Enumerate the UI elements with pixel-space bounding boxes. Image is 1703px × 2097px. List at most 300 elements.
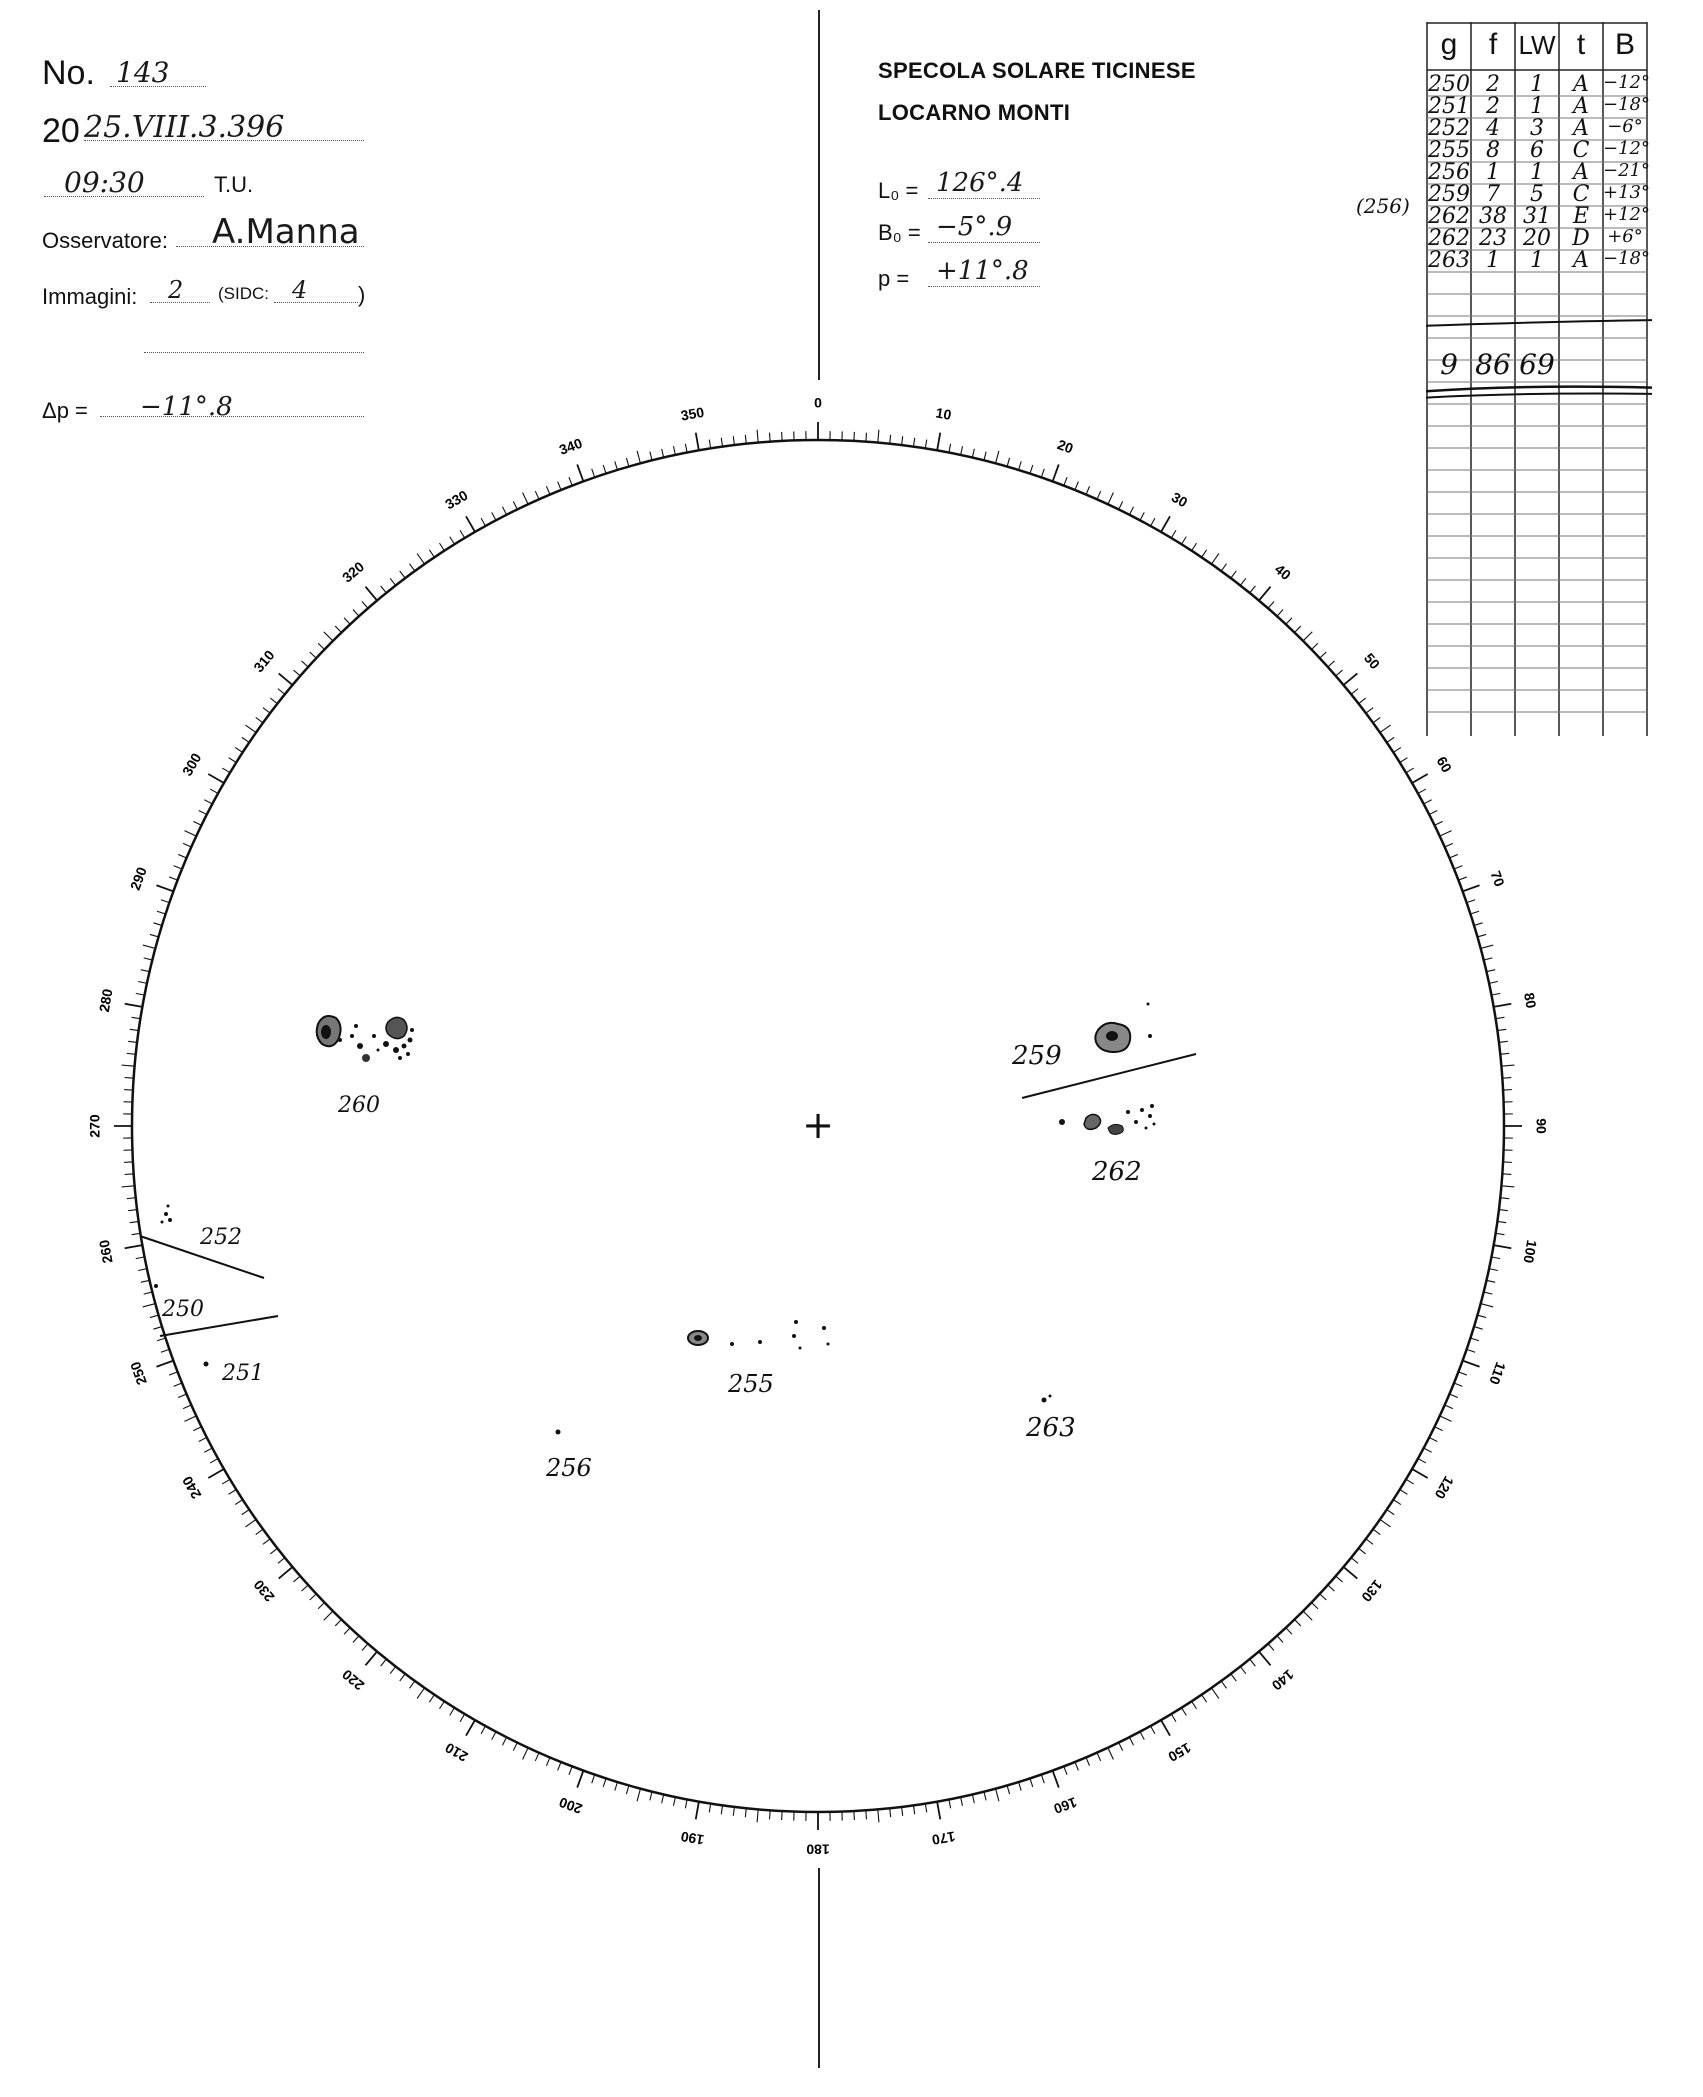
scale-tick: [1140, 512, 1144, 520]
scale-label: 270: [86, 1114, 103, 1138]
scale-tick: [141, 1280, 150, 1282]
table-cell-r5-c0: 259: [1428, 182, 1470, 207]
observatory-location: LOCARNO MONTI: [878, 100, 1071, 125]
scale-tick: [949, 1799, 951, 1808]
scale-tick: [696, 1802, 699, 1820]
table-cell-r4-c3: A: [1573, 160, 1589, 185]
scale-tick: [1393, 747, 1401, 752]
scale-tick: [1140, 1732, 1144, 1740]
scale-tick: [523, 1748, 528, 1760]
scale-tick: [144, 958, 153, 960]
scale-tick: [1161, 516, 1170, 532]
table-cell-r8-c3: A: [1573, 248, 1589, 273]
scale-tick: [256, 717, 263, 722]
scale-tick: [1053, 1771, 1059, 1788]
scale-tick: [996, 451, 999, 464]
lo-value: 126°.4: [936, 168, 1024, 198]
scale-tick: [1494, 1245, 1512, 1248]
scale-tick: [1336, 670, 1343, 676]
group-label-262: 262: [1092, 1157, 1142, 1187]
scale-tick: [1373, 717, 1380, 722]
scale-label: 190: [679, 1828, 706, 1849]
table-cell-r6-c3: E: [1572, 204, 1590, 229]
scale-tick: [125, 1078, 134, 1079]
scale-label: 200: [556, 1794, 585, 1818]
scale-tick: [984, 1792, 986, 1801]
scale-tick: [696, 433, 699, 451]
scale-tick: [492, 1732, 496, 1740]
total-lw: 69: [1519, 348, 1555, 381]
scale-label: 240: [178, 1473, 205, 1502]
scale-tick: [362, 1644, 368, 1651]
scale-label: 180: [806, 1841, 830, 1858]
scale-tick: [733, 436, 734, 445]
scale-tick: [1202, 1695, 1207, 1702]
scale-tick: [278, 1558, 285, 1564]
scale-tick: [984, 452, 986, 461]
scale-tick: [1359, 1548, 1366, 1554]
scale-tick: [650, 452, 652, 461]
scale-tick: [1202, 550, 1207, 557]
scale-tick: [603, 1778, 606, 1787]
scale-tick: [1486, 1280, 1495, 1282]
scale-tick: [637, 451, 640, 464]
scale-label: 160: [1051, 1794, 1080, 1818]
scale-tick: [409, 1681, 414, 1688]
scale-tick: [1477, 1315, 1486, 1317]
time-value: 09:30: [64, 166, 145, 199]
scale-tick: [1351, 689, 1358, 695]
margin-note: (256): [1356, 194, 1410, 218]
scale-tick: [1449, 1394, 1457, 1398]
scale-tick: [1064, 477, 1067, 485]
scale-tick: [961, 446, 963, 455]
scale-label: 50: [1360, 649, 1384, 673]
scale-tick: [1424, 800, 1432, 804]
scale-tick: [913, 438, 914, 447]
scale-tick: [1041, 1775, 1044, 1784]
scale-tick: [184, 831, 196, 836]
col-header-t: t: [1576, 28, 1586, 61]
scale-tick: [937, 433, 940, 451]
sunspot-group-262: [1059, 1104, 1156, 1134]
scale-tick: [1075, 482, 1078, 490]
table-cell-r0-c4: −12°: [1603, 72, 1650, 93]
scale-tick: [1328, 661, 1335, 667]
scale-tick: [229, 758, 237, 763]
table-cell-r4-c0: 256: [1428, 160, 1470, 185]
scale-tick: [429, 1695, 434, 1702]
scale-tick: [1406, 768, 1414, 773]
scale-tick: [626, 1785, 628, 1794]
scale-tick: [1030, 465, 1033, 474]
scale-tick: [1295, 1619, 1301, 1625]
scale-tick: [961, 1797, 963, 1806]
scale-tick: [1320, 1594, 1327, 1600]
scale-tick: [138, 982, 147, 984]
table-cell-r7-c0: 262: [1428, 226, 1470, 251]
scale-tick: [153, 1327, 162, 1330]
scale-tick: [222, 768, 230, 773]
table-cell-r6-c4: +12°: [1603, 204, 1650, 225]
scale-tick: [210, 1459, 218, 1463]
table-cell-r1-c3: A: [1573, 94, 1589, 119]
sunspot-group-252: [161, 1205, 173, 1224]
scale-tick: [972, 449, 974, 458]
scale-tick: [256, 1529, 263, 1534]
scale-tick: [513, 1743, 517, 1751]
scale-label: 350: [679, 403, 706, 424]
scale-label: 250: [126, 1359, 150, 1388]
scale-tick: [1268, 601, 1274, 608]
scale-tick: [390, 578, 396, 585]
scale-tick: [460, 530, 465, 538]
scale-label: 320: [338, 558, 368, 586]
table-cell-r5-c4: +13°: [1603, 182, 1650, 203]
scale-tick: [1496, 1233, 1505, 1234]
scale-tick: [417, 553, 424, 564]
scale-tick: [362, 601, 368, 608]
scale-tick: [293, 670, 300, 676]
scale-tick: [1328, 1585, 1335, 1591]
scale-tick: [1467, 1349, 1476, 1352]
scale-tick: [1449, 854, 1457, 858]
scale-tick: [318, 1603, 324, 1609]
scale-tick: [310, 652, 317, 658]
scale-label: 260: [95, 1238, 116, 1265]
scale-tick: [204, 1448, 212, 1452]
scale-tick: [1351, 1558, 1358, 1564]
scale-tick: [1240, 1667, 1246, 1674]
table-cell-r5-c3: C: [1572, 182, 1590, 207]
scale-tick: [745, 1808, 746, 1817]
group-label-259: 259: [1012, 1041, 1062, 1071]
scale-tick: [141, 970, 150, 972]
scale-label: 30: [1168, 488, 1191, 511]
scale-tick: [878, 1809, 879, 1822]
scale-tick: [535, 1753, 539, 1761]
scale-label: 70: [1487, 868, 1508, 889]
scale-label: 280: [95, 987, 116, 1014]
delta-p-value: −11°.8: [140, 392, 233, 422]
scale-tick: [1499, 1041, 1508, 1042]
scale-tick: [1221, 564, 1226, 571]
scale-tick: [1412, 774, 1428, 783]
scale-tick: [592, 469, 595, 478]
scale-tick: [1182, 1708, 1187, 1716]
scale-tick: [439, 1701, 444, 1709]
scale-tick: [169, 1372, 177, 1375]
scale-tick: [409, 564, 414, 571]
scale-label: 20: [1055, 436, 1076, 457]
scale-tick: [569, 477, 572, 485]
scale-tick: [417, 1688, 424, 1699]
scale-tick: [577, 464, 583, 481]
scale-tick: [866, 433, 867, 442]
images-label: Immagini:: [42, 284, 138, 309]
scale-tick: [1501, 1186, 1514, 1187]
scale-tick: [502, 1737, 506, 1745]
scale-tick: [245, 725, 256, 732]
table-cell-r6-c2: 31: [1523, 204, 1551, 229]
scale-tick: [546, 486, 550, 494]
scale-tick: [592, 1775, 595, 1784]
scale-tick: [193, 821, 201, 825]
p-value: +11°.8: [936, 256, 1029, 286]
scale-tick: [1171, 530, 1176, 538]
scale-tick: [1501, 1065, 1514, 1066]
scale-tick: [169, 877, 177, 880]
scale-tick: [178, 854, 186, 858]
scale-tick: [174, 866, 182, 869]
scale-tick: [242, 737, 249, 742]
scale-label: 170: [930, 1828, 957, 1849]
scale-tick: [1295, 626, 1301, 632]
table-cell-r7-c2: 20: [1523, 226, 1551, 251]
scale-tick: [1458, 1372, 1466, 1375]
scale-tick: [925, 1804, 926, 1813]
scale-tick: [235, 1500, 243, 1505]
bo-label: B₀ =: [878, 220, 921, 245]
scale-tick: [1240, 578, 1246, 585]
group-label-251: 251: [222, 1361, 264, 1386]
scale-tick: [278, 689, 285, 695]
scale-tick: [122, 1065, 135, 1066]
scale-tick: [1474, 1327, 1483, 1330]
scale-tick: [1097, 1753, 1101, 1761]
table-cell-r0-c0: 250: [1428, 72, 1470, 97]
scale-tick: [450, 1708, 455, 1716]
table-cell-r8-c4: −18°: [1603, 248, 1650, 269]
scale-label: 210: [442, 1739, 471, 1766]
scale-tick: [310, 1594, 317, 1600]
scale-label: 90: [1533, 1118, 1550, 1134]
scale-label: 130: [1358, 1576, 1386, 1606]
scale-tick: [1286, 1628, 1292, 1635]
scale-tick: [302, 1585, 309, 1591]
scale-label: 330: [442, 486, 471, 513]
scale-tick: [1500, 1053, 1509, 1054]
scale-tick: [1231, 571, 1236, 578]
scale-tick: [125, 1245, 143, 1248]
scale-tick: [1440, 831, 1452, 836]
scale-label: 150: [1165, 1739, 1194, 1766]
scale-tick: [558, 1762, 561, 1770]
scale-tick: [1097, 491, 1101, 499]
scale-tick: [757, 1809, 758, 1822]
scale-tick: [466, 1720, 475, 1736]
table-cell-r1-c4: −18°: [1603, 94, 1650, 115]
scale-tick: [937, 1802, 940, 1820]
scale-tick: [626, 458, 628, 467]
observer-value: A.Manna: [212, 212, 360, 252]
scale-tick: [1250, 1659, 1256, 1666]
scale-tick: [1108, 492, 1113, 504]
group-label-250: 250: [162, 1297, 204, 1322]
scale-tick: [902, 1807, 903, 1816]
sunspot-group-255: [688, 1320, 830, 1350]
table-cell-r0-c3: A: [1573, 72, 1589, 97]
scale-tick: [1192, 543, 1197, 551]
scale-tick: [1019, 461, 1022, 470]
scale-label: 80: [1521, 991, 1540, 1010]
scale-tick: [270, 1548, 277, 1554]
scale-label: 0: [814, 394, 822, 411]
scale-tick: [1129, 507, 1133, 515]
scale-label: 40: [1271, 560, 1295, 584]
lo-label: L₀ =: [878, 178, 919, 203]
scale-tick: [335, 626, 341, 632]
scale-tick: [1053, 464, 1059, 481]
scale-tick: [685, 444, 687, 453]
scale-tick: [138, 1269, 147, 1271]
scale-tick: [1481, 1304, 1494, 1307]
number-label: No.: [42, 54, 95, 92]
scale-tick: [925, 440, 926, 449]
scale-tick: [1412, 1469, 1428, 1478]
scale-tick: [132, 1017, 141, 1018]
scale-tick: [353, 610, 359, 617]
scale-tick: [1231, 1674, 1236, 1681]
scale-tick: [324, 1611, 333, 1620]
sunspot-group-260: [317, 1016, 414, 1062]
scale-tick: [721, 1805, 722, 1814]
table-cell-r2-c0: 252: [1428, 116, 1470, 141]
scale-tick: [674, 1797, 676, 1806]
scale-tick: [1497, 1029, 1506, 1030]
scale-tick: [662, 449, 664, 458]
scale-tick: [122, 1186, 135, 1187]
observer-label: Osservatore:: [42, 228, 168, 253]
scale-tick: [546, 1757, 550, 1765]
table-cell-r2-c4: −6°: [1607, 116, 1643, 137]
scale-tick: [1418, 1459, 1426, 1463]
scale-tick: [890, 1808, 891, 1817]
table-cell-r5-c2: 5: [1530, 182, 1544, 207]
table-cell-r3-c3: C: [1572, 138, 1590, 163]
scale-tick: [439, 543, 444, 551]
scale-tick: [662, 1794, 664, 1803]
scale-label: 230: [250, 1576, 278, 1606]
scale-tick: [1086, 486, 1090, 494]
scale-tick: [318, 643, 324, 649]
scale-label: 300: [178, 750, 205, 779]
scale-tick: [1491, 1257, 1500, 1259]
scale-tick: [279, 1567, 293, 1579]
col-header-f: f: [1488, 28, 1498, 61]
scale-tick: [1373, 1529, 1380, 1534]
scale-tick: [1445, 843, 1453, 847]
scale-tick: [156, 1361, 173, 1367]
scale-tick: [1041, 469, 1044, 478]
scale-tick: [1277, 610, 1283, 617]
scale-tick: [1467, 900, 1476, 903]
scale-tick: [153, 923, 162, 926]
scale-label: 110: [1486, 1360, 1510, 1387]
scale-tick: [535, 491, 539, 499]
sunspot-group-250: [154, 1284, 158, 1288]
scale-tick: [1320, 652, 1327, 658]
scale-tick: [199, 1437, 207, 1441]
scale-tick: [1336, 1576, 1343, 1582]
scale-tick: [558, 482, 561, 490]
scale-tick: [199, 810, 207, 814]
scale-tick: [1259, 1652, 1271, 1666]
scale-tick: [650, 1792, 652, 1801]
scale-tick: [245, 1519, 256, 1526]
sidc-label: (SIDC:: [218, 284, 269, 303]
scale-tick: [1344, 673, 1358, 685]
group-label-255: 255: [728, 1370, 774, 1398]
group-label-256: 256: [546, 1454, 592, 1482]
table-cell-r3-c4: −12°: [1603, 138, 1650, 159]
scale-tick: [353, 1636, 359, 1643]
scale-tick: [709, 440, 710, 449]
scale-tick: [293, 1576, 300, 1582]
scale-tick: [128, 1210, 137, 1211]
scale-tick: [1435, 1427, 1443, 1431]
scale-tick: [1259, 587, 1271, 601]
scale-tick: [1151, 1726, 1155, 1734]
scale-tick: [1007, 458, 1009, 467]
scale-tick: [429, 550, 434, 557]
scale-label: 310: [250, 646, 278, 676]
scale-tick: [1491, 993, 1500, 995]
scale-tick: [242, 1510, 249, 1515]
scale-tick: [1497, 1221, 1506, 1222]
scale-label: 120: [1431, 1473, 1458, 1502]
scale-tick: [125, 1174, 134, 1175]
scale-tick: [263, 1539, 270, 1544]
scale-tick: [1470, 1338, 1479, 1341]
scale-tick: [450, 537, 455, 545]
scale-tick: [1119, 1743, 1123, 1751]
table-cell-r1-c1: 2: [1486, 94, 1500, 119]
scale-tick: [878, 430, 879, 443]
scale-tick: [745, 435, 746, 444]
scale-tick: [1454, 1383, 1462, 1386]
scale-tick: [1486, 970, 1495, 972]
scale-tick: [1192, 1701, 1197, 1709]
scale-tick: [1019, 1782, 1022, 1791]
table-cell-r2-c1: 4: [1486, 116, 1500, 141]
scale-tick: [1484, 1292, 1493, 1294]
scale-tick: [157, 1338, 166, 1341]
scale-tick: [157, 911, 166, 914]
time-unit-label: T.U.: [214, 172, 254, 197]
scale-tick: [1435, 821, 1443, 825]
scale-tick: [1406, 1479, 1414, 1484]
table-cell-r6-c1: 38: [1479, 204, 1507, 229]
scale-tick: [1484, 958, 1493, 960]
scale-tick: [1303, 632, 1312, 641]
scale-tick: [1463, 1361, 1480, 1367]
col-header-g: g: [1440, 28, 1458, 61]
scale-tick: [183, 1405, 191, 1409]
scale-label: 340: [556, 434, 585, 458]
scale-tick: [1366, 1539, 1373, 1544]
observatory-name: SPECOLA SOLARE TICINESE: [878, 58, 1196, 83]
table-cell-r0-c2: 1: [1530, 72, 1544, 97]
scale-tick: [174, 1383, 182, 1386]
scale-tick: [400, 571, 405, 578]
scale-label: 60: [1433, 753, 1456, 776]
table-cell-r3-c0: 255: [1428, 138, 1470, 163]
scale-tick: [130, 1221, 139, 1222]
scale-tick: [1303, 1611, 1312, 1620]
scale-tick: [1171, 1714, 1176, 1722]
scale-tick: [637, 1789, 640, 1802]
